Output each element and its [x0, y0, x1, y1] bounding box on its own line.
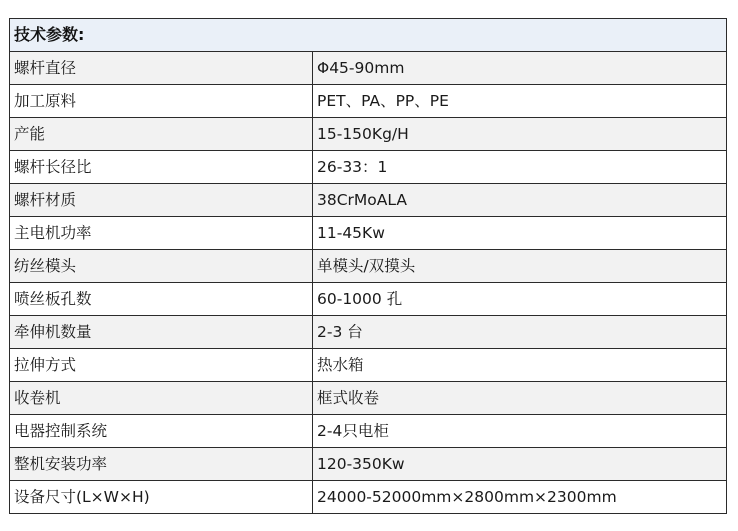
row-label: 螺杆材质 [10, 184, 313, 217]
row-value: 2-4只电柜 [313, 415, 727, 448]
row-label: 牵伸机数量 [10, 316, 313, 349]
row-label: 喷丝板孔数 [10, 283, 313, 316]
row-value: 24000-52000mm×2800mm×2300mm [313, 481, 727, 514]
table-row [10, 52, 727, 85]
table-row [10, 382, 727, 415]
table-row [10, 349, 727, 382]
row-label: 整机安装功率 [10, 448, 313, 481]
row-value: 2-3 台 [313, 316, 727, 349]
row-value: 120-350Kw [313, 448, 727, 481]
table-title-row [10, 19, 727, 52]
row-label: 产能 [10, 118, 313, 151]
row-label: 收卷机 [10, 382, 313, 415]
row-label: 设备尺寸(L×W×H) [10, 481, 313, 514]
table-row [10, 85, 727, 118]
row-label: 螺杆长径比 [10, 151, 313, 184]
row-value: 26-33：1 [313, 151, 727, 184]
row-value: 60-1000 孔 [313, 283, 727, 316]
row-label: 拉伸方式 [10, 349, 313, 382]
row-label: 电器控制系统 [10, 415, 313, 448]
table-row [10, 184, 727, 217]
table-row [10, 316, 727, 349]
table-title: 技术参数: [10, 19, 727, 52]
row-label: 纺丝模头 [10, 250, 313, 283]
table-row [10, 448, 727, 481]
row-value: 11-45Kw [313, 217, 727, 250]
table-row [10, 217, 727, 250]
row-value: 15-150Kg/H [313, 118, 727, 151]
row-value: 38CrMoALA [313, 184, 727, 217]
row-label: 加工原料 [10, 85, 313, 118]
table-row [10, 481, 727, 514]
table-row [10, 283, 727, 316]
row-value: 热水箱 [313, 349, 727, 382]
table-row [10, 250, 727, 283]
table-row [10, 118, 727, 151]
table-row [10, 415, 727, 448]
row-label: 螺杆直径 [10, 52, 313, 85]
spec-table [9, 18, 727, 514]
row-value: 框式收卷 [313, 382, 727, 415]
row-label: 主电机功率 [10, 217, 313, 250]
row-value: Φ45-90mm [313, 52, 727, 85]
row-value: 单模头/双摸头 [313, 250, 727, 283]
row-value: PET、PA、PP、PE [313, 85, 727, 118]
table-row [10, 151, 727, 184]
